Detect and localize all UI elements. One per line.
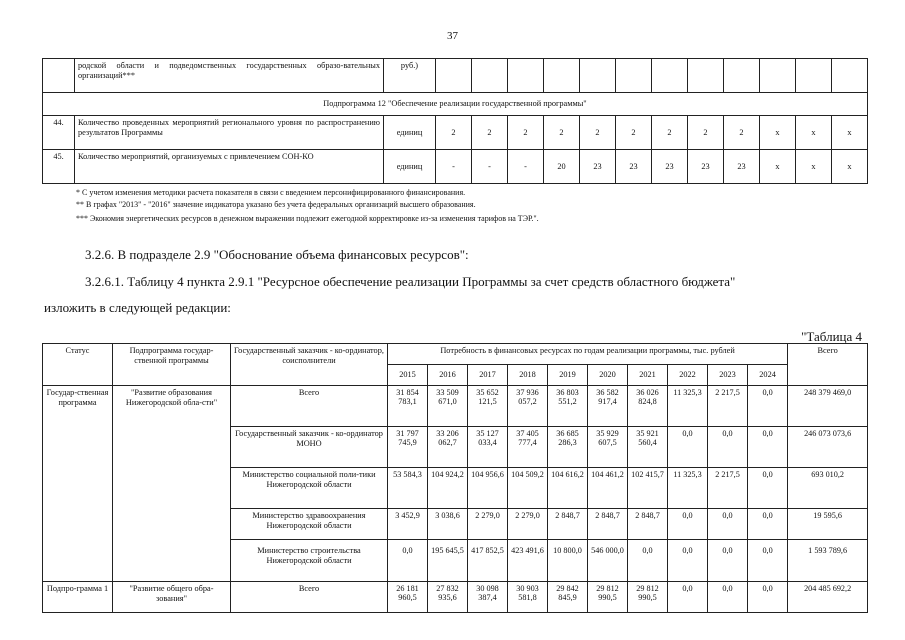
- value-cell: 10 800,0: [548, 540, 588, 582]
- value-cell: 2: [688, 116, 724, 150]
- value-cell: 33 509 671,0: [428, 386, 468, 427]
- customer-cell: Государственный заказчик - ко-ординатор МОНО: [231, 427, 388, 468]
- value-cell: 20: [544, 150, 580, 184]
- value-cell: 104 509,2: [508, 468, 548, 509]
- value-cell: 104 956,6: [468, 468, 508, 509]
- subprogram-title: Подпрограмма 12 "Обеспечение реализации государственной программы": [43, 93, 868, 116]
- total-cell: 248 379 469,0: [788, 386, 868, 427]
- value-cell: 35 127 033,4: [468, 427, 508, 468]
- footnote: * С учетом изменения методики расчета показателя в связи с введением персонифицированного финансирования.: [76, 188, 466, 197]
- value-cell: 0,0: [748, 540, 788, 582]
- customer-cell: Всего: [231, 386, 388, 427]
- total-cell: 246 073 073,6: [788, 427, 868, 468]
- value-cell: 35 921 560,4: [628, 427, 668, 468]
- value-cell: 31 854 783,1: [388, 386, 428, 427]
- indicator-name: родской области и подведомственных государственных образо-вательных организаций***: [75, 59, 384, 93]
- header-row: [43, 344, 868, 365]
- resource-table: [42, 343, 868, 613]
- value-cell: 37 405 777,4: [508, 427, 548, 468]
- paragraph: 3.2.6. В подразделе 2.9 "Обоснование объема финансовых ресурсов":: [85, 247, 469, 262]
- indicator-unit: руб.): [384, 59, 436, 93]
- row-number: 44.: [43, 116, 75, 150]
- value-cell: 2: [616, 116, 652, 150]
- value-cell: 0,0: [708, 540, 748, 582]
- value-cell: 23: [724, 150, 760, 184]
- footnotes: [76, 187, 539, 225]
- value-cell: 36 026 824,8: [628, 386, 668, 427]
- value-cell: 2 848,7: [588, 509, 628, 540]
- value-cell: 546 000,0: [588, 540, 628, 582]
- value-cell: 2: [508, 116, 544, 150]
- value-cell: 29 842 845,9: [548, 582, 588, 613]
- value-cell: 23: [580, 150, 616, 184]
- year-header: 2019: [548, 365, 588, 386]
- value-cell: 35 929 607,5: [588, 427, 628, 468]
- value-cell: -: [472, 150, 508, 184]
- value-cell: 0,0: [668, 582, 708, 613]
- total-cell: 1 593 789,6: [788, 540, 868, 582]
- table-row: [43, 59, 868, 93]
- value-cell: 29 812 990,5: [628, 582, 668, 613]
- value-cell: x: [760, 116, 796, 150]
- page-number: 37: [447, 30, 458, 42]
- value-cell: 417 852,5: [468, 540, 508, 582]
- value-cell: x: [832, 150, 868, 184]
- subprogram-cell: "Развитие образования Нижегородской обла-сти": [113, 386, 231, 582]
- value-cell: 2: [724, 116, 760, 150]
- year-header: 2020: [588, 365, 628, 386]
- year-header: 2015: [388, 365, 428, 386]
- value-cell: 30 098 387,4: [468, 582, 508, 613]
- table-label: "Таблица 4: [801, 329, 862, 344]
- value-cell: 104 461,2: [588, 468, 628, 509]
- value-cell: 11 325,3: [668, 386, 708, 427]
- status-cell: Подпро-грамма 1: [43, 582, 113, 613]
- table-row: [43, 582, 868, 613]
- value-cell: 0,0: [668, 509, 708, 540]
- value-cell: 3 452,9: [388, 509, 428, 540]
- value-cell: 36 803 551,2: [548, 386, 588, 427]
- year-header: 2016: [428, 365, 468, 386]
- indicator-unit: единиц: [384, 150, 436, 184]
- table-row: [43, 150, 868, 184]
- row-number: 45.: [43, 150, 75, 184]
- paragraph: изложить в следующей редакции:: [44, 300, 231, 315]
- value-cell: 2 217,5: [708, 386, 748, 427]
- value-cell: x: [796, 116, 832, 150]
- value-cell: 2 279,0: [508, 509, 548, 540]
- total-cell: 693 010,2: [788, 468, 868, 509]
- value-cell: 2: [580, 116, 616, 150]
- value-cell: 36 582 917,4: [588, 386, 628, 427]
- value-cell: 2 217,5: [708, 468, 748, 509]
- value-cell: 53 584,3: [388, 468, 428, 509]
- value-cell: 0,0: [748, 468, 788, 509]
- value-cell: 2 279,0: [468, 509, 508, 540]
- table-row: [43, 386, 868, 427]
- value-cell: 2: [472, 116, 508, 150]
- value-cell: 0,0: [748, 509, 788, 540]
- value-cell: 2: [544, 116, 580, 150]
- value-cell: 0,0: [708, 582, 748, 613]
- value-cell: 23: [616, 150, 652, 184]
- value-cell: x: [760, 150, 796, 184]
- value-cell: -: [508, 150, 544, 184]
- footnote: ** В графах "2013" - "2016" значение индикатора указано без учета федеральных организаций высшего образования.: [76, 199, 476, 209]
- header-total: Всего: [788, 344, 868, 386]
- value-cell: 104 924,2: [428, 468, 468, 509]
- year-header: 2023: [708, 365, 748, 386]
- header-subprogram: Подпрограмма государ-ственной программы: [113, 344, 231, 386]
- value-cell: 0,0: [388, 540, 428, 582]
- value-cell: 0,0: [668, 540, 708, 582]
- year-header: 2017: [468, 365, 508, 386]
- value-cell: 33 206 062,7: [428, 427, 468, 468]
- indicators-table: [42, 58, 868, 184]
- year-header: 2021: [628, 365, 668, 386]
- value-cell: 2 848,7: [548, 509, 588, 540]
- header-status: Статус: [43, 344, 113, 386]
- row-number: [43, 59, 75, 93]
- value-cell: 27 832 935,6: [428, 582, 468, 613]
- year-header: 2018: [508, 365, 548, 386]
- value-cell: 2: [652, 116, 688, 150]
- customer-cell: Министерство строительства Нижегородской области: [231, 540, 388, 582]
- value-cell: 102 415,7: [628, 468, 668, 509]
- header-needs: Потребность в финансовых ресурсах по годам реализации программы, тыс. рублей: [388, 344, 788, 365]
- total-cell: 19 595,6: [788, 509, 868, 540]
- value-cell: 11 325,3: [668, 468, 708, 509]
- value-cell: 30 903 581,8: [508, 582, 548, 613]
- value-cell: 35 652 121,5: [468, 386, 508, 427]
- value-cell: 195 645,5: [428, 540, 468, 582]
- value-cell: -: [436, 150, 472, 184]
- value-cell: 36 685 286,3: [548, 427, 588, 468]
- indicator-name: Количество мероприятий, организуемых с привлечением СОН-КО: [75, 150, 384, 184]
- value-cell: x: [832, 116, 868, 150]
- subprogram-cell: "Развитие общего обра-зования": [113, 582, 231, 613]
- value-cell: 29 812 990,5: [588, 582, 628, 613]
- value-cell: 37 936 057,2: [508, 386, 548, 427]
- paragraph: 3.2.6.1. Таблицу 4 пункта 2.9.1 "Ресурсное обеспечение реализации Программы за счет средств областного бюджета": [85, 274, 736, 289]
- value-cell: 0,0: [748, 427, 788, 468]
- footnote: *** Экономия энергетических ресурсов в денежном выражении подлежит ежегодной корректировке из-за изменения тарифов на ТЭР.".: [76, 214, 539, 223]
- year-header: 2022: [668, 365, 708, 386]
- value-cell: 2: [436, 116, 472, 150]
- value-cell: 31 797 745,9: [388, 427, 428, 468]
- indicator-unit: единиц: [384, 116, 436, 150]
- header-customer: Государственный заказчик - ко-ординатор, соисполнители: [231, 344, 388, 386]
- value-cell: 23: [652, 150, 688, 184]
- value-cell: 26 181 960,5: [388, 582, 428, 613]
- value-cell: 2 848,7: [628, 509, 668, 540]
- value-cell: x: [796, 150, 832, 184]
- subprogram-heading-row: [43, 93, 868, 116]
- total-cell: 204 485 692,2: [788, 582, 868, 613]
- value-cell: 0,0: [628, 540, 668, 582]
- customer-cell: Министерство здравоохранения Нижегородской области: [231, 509, 388, 540]
- value-cell: 423 491,6: [508, 540, 548, 582]
- customer-cell: Всего: [231, 582, 388, 613]
- value-cell: 0,0: [668, 427, 708, 468]
- year-header: 2024: [748, 365, 788, 386]
- value-cell: 23: [688, 150, 724, 184]
- value-cell: 0,0: [708, 509, 748, 540]
- customer-cell: Министерство социальной поли-тики Нижегородской области: [231, 468, 388, 509]
- value-cell: 104 616,2: [548, 468, 588, 509]
- status-cell: Государ-ственная программа: [43, 386, 113, 582]
- value-cell: 0,0: [748, 386, 788, 427]
- table-row: [43, 116, 868, 150]
- value-cell: 0,0: [708, 427, 748, 468]
- value-cell: 3 038,6: [428, 509, 468, 540]
- value-cell: 0,0: [748, 582, 788, 613]
- indicator-name: Количество проведенных мероприятий регионального уровня по распространению результатов Программы: [75, 116, 384, 150]
